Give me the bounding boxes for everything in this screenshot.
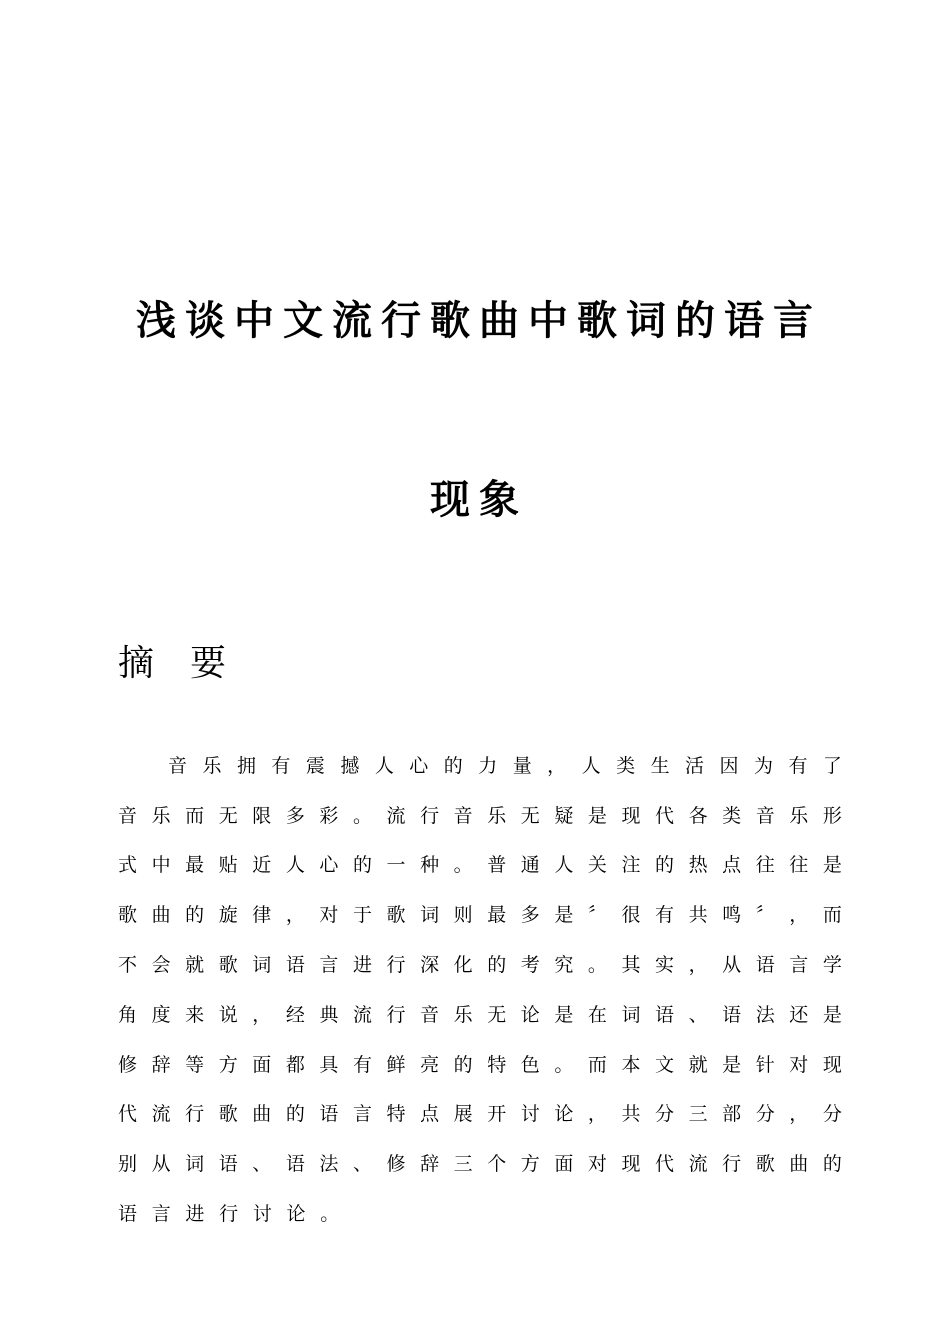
abstract-line: 语 言 进 行 讨 论 。 <box>118 1203 340 1225</box>
abstract-line: 歌 曲 的 旋 律 ， 对 于 歌 词 则 最 多 是 〞 很 有 共 鸣 〞 ， 而 <box>118 904 842 926</box>
document-title-line-1: 浅谈中文流行歌曲中歌词的语言 <box>136 298 822 344</box>
abstract-line: 角 度 来 说 ， 经 典 流 行 音 乐 无 论 是 在 词 语 、 语 法 还 是 <box>118 1004 842 1026</box>
abstract-line: 修 辞 等 方 面 都 具 有 鲜 亮 的 特 色 。 而 本 文 就 是 针 对 现 <box>118 1054 842 1076</box>
abstract-line: 式 中 最 贴 近 人 心 的 一 种 。 普 通 人 关 注 的 热 点 往 往 是 <box>118 854 842 876</box>
abstract-line: 别 从 词 语 、 语 法 、 修 辞 三 个 方 面 对 现 代 流 行 歌 曲 的 <box>118 1153 842 1175</box>
abstract-line: 不 会 就 歌 词 语 言 进 行 深 化 的 考 究 。 其 实 ， 从 语 言 学 <box>118 954 842 976</box>
abstract-line: 音 乐 而 无 限 多 彩 。 流 行 音 乐 无 疑 是 现 代 各 类 音 乐 形 <box>118 805 842 827</box>
abstract-line: 音 乐 拥 有 震 撼 人 心 的 力 量 ， 人 类 生 活 因 为 有 了 <box>168 755 842 777</box>
document-title-line-2: 现象 <box>430 477 528 523</box>
abstract-line: 代 流 行 歌 曲 的 语 言 特 点 展 开 讨 论 ， 共 分 三 部 分 ， 分 <box>118 1103 842 1125</box>
abstract-heading: 摘 要 <box>118 643 227 684</box>
